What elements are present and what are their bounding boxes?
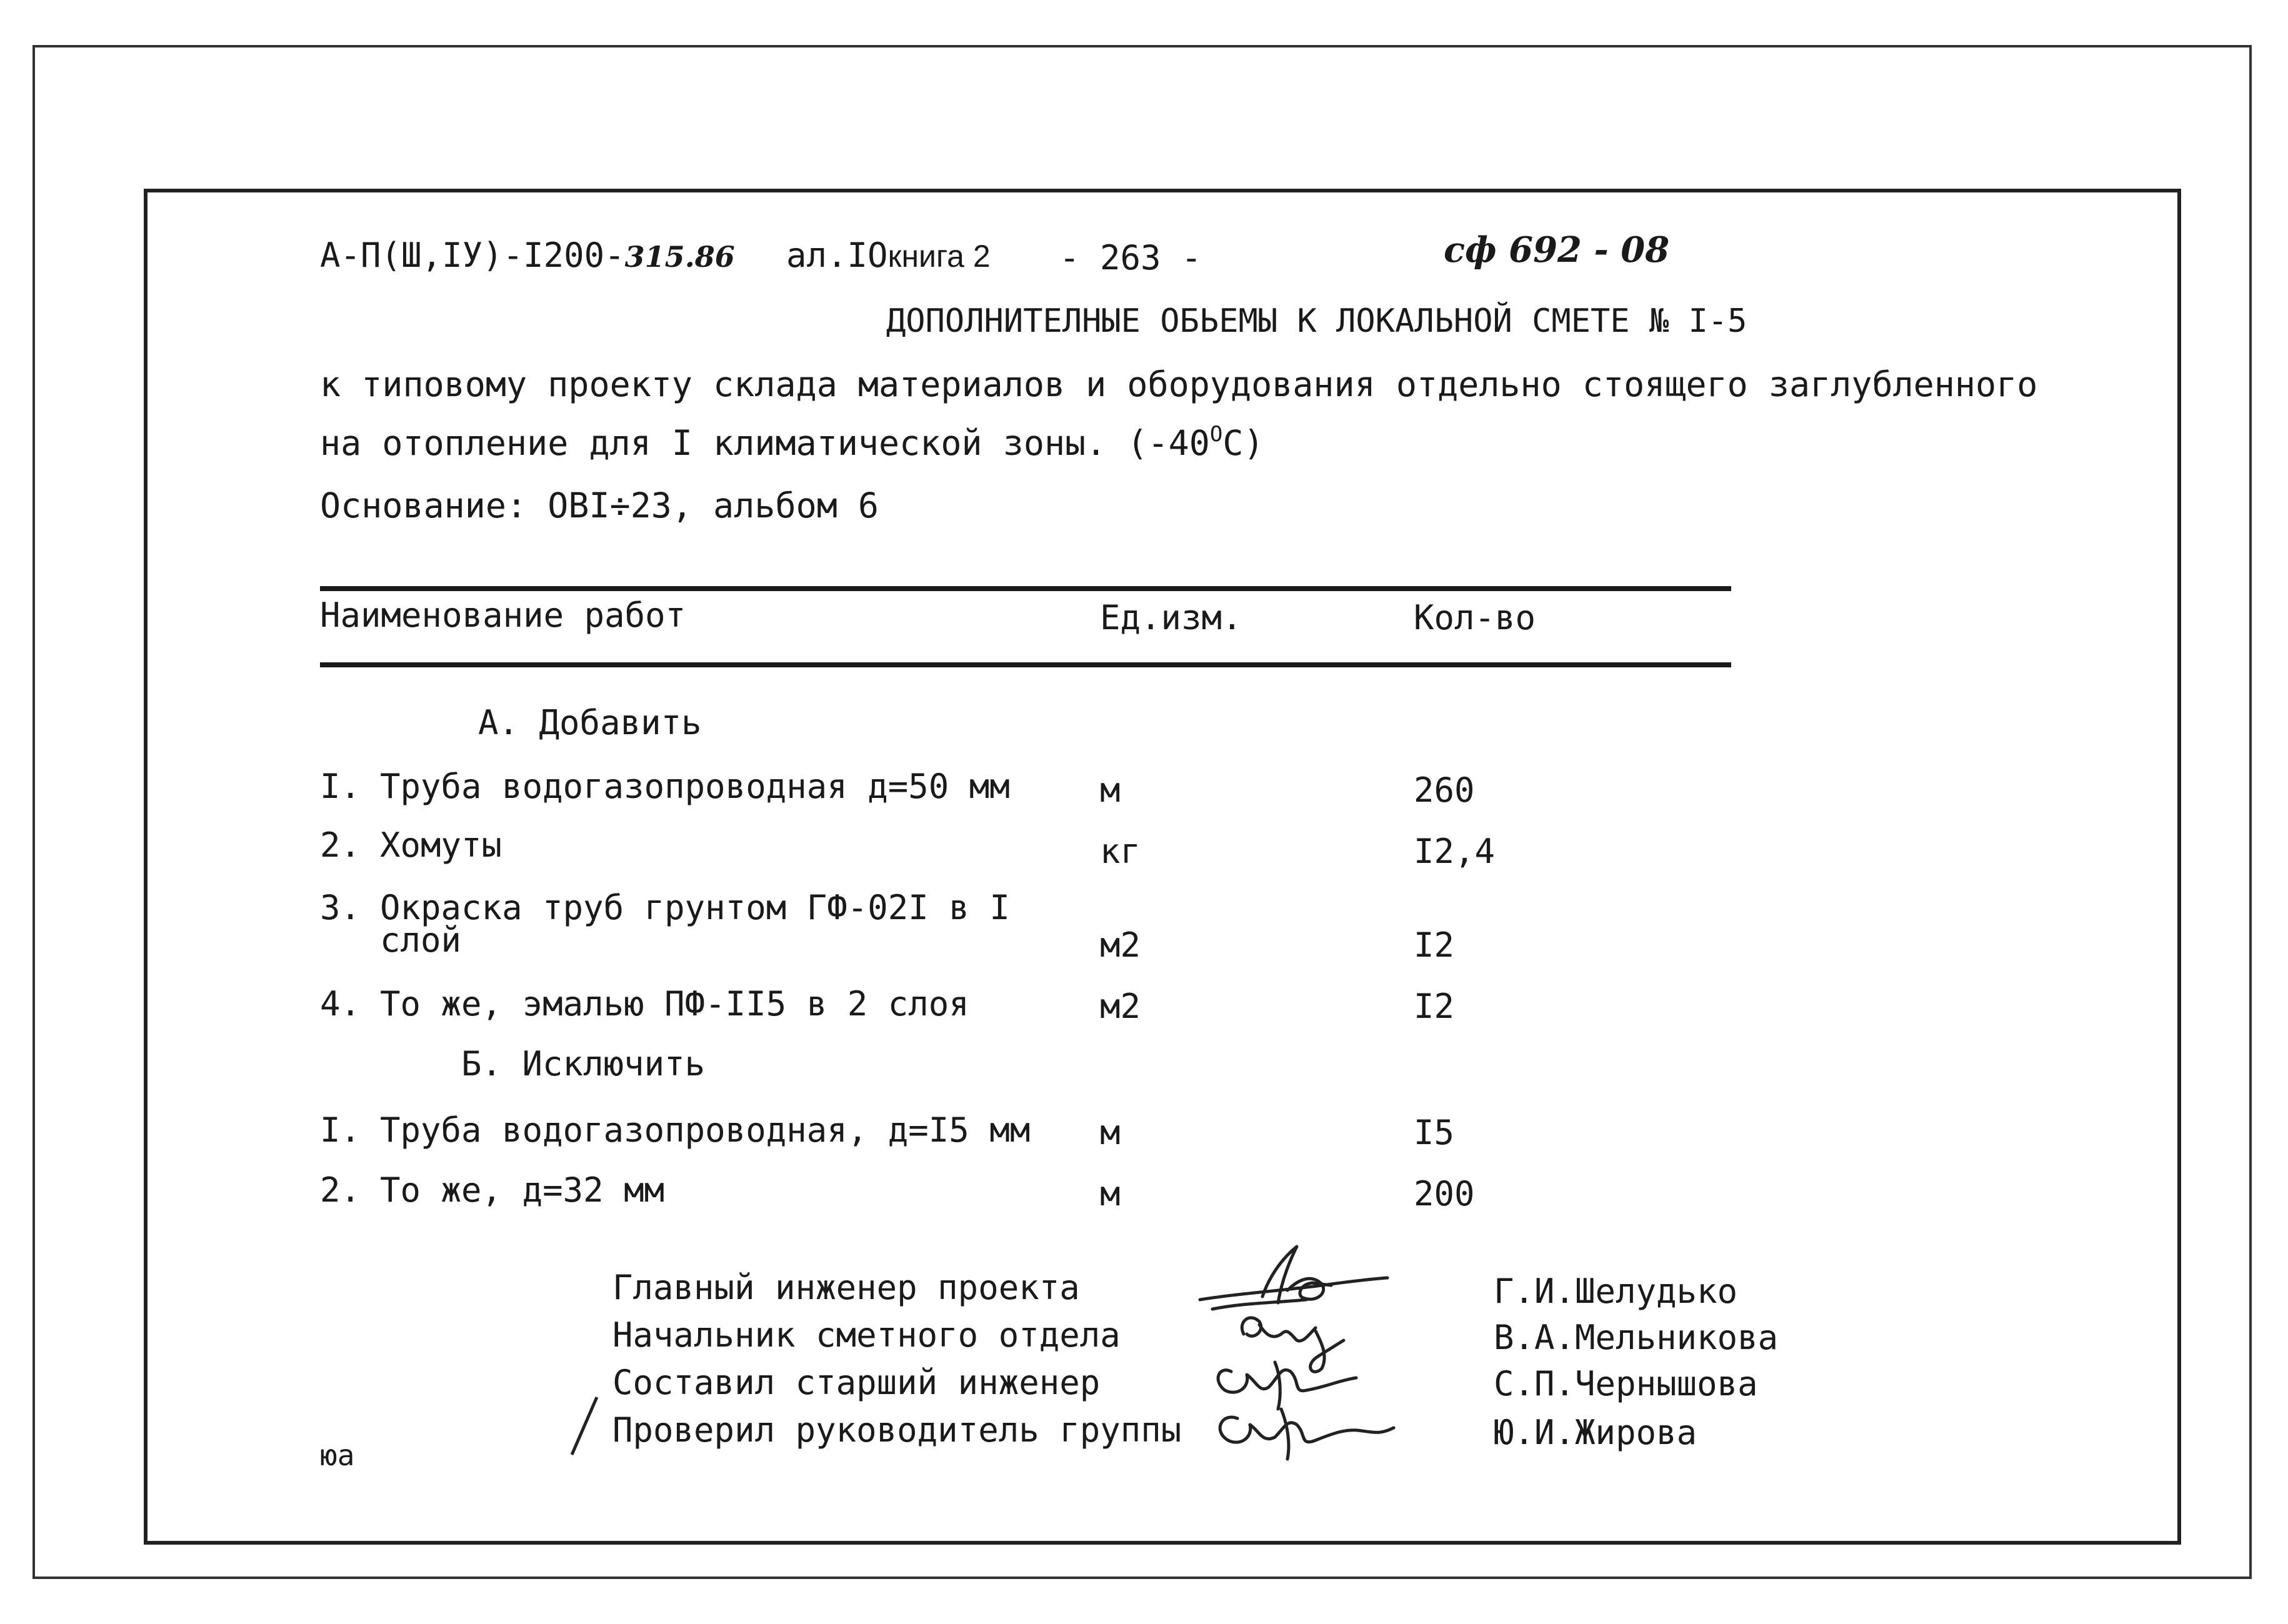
table-row-num: 2.	[320, 825, 361, 865]
table-row-unit: м	[1100, 1174, 1121, 1213]
footer-mark: юа	[320, 1438, 355, 1472]
table-row-num: 2.	[320, 1170, 361, 1210]
header-album-text: ал.IО	[786, 236, 888, 275]
header-album	[786, 236, 991, 275]
signature-stroke	[1242, 1318, 1316, 1341]
signature-stroke	[1218, 1370, 1356, 1392]
table-row-unit: м	[1100, 770, 1121, 810]
section-title-add: А. Добавить	[478, 703, 702, 742]
handwritten-signatures	[1187, 1240, 1456, 1465]
signature-stroke	[1200, 1278, 1387, 1300]
document-subtitle-1: к типовому проекту склада материалов и оборудования отдельно стоящего заглубленного	[320, 364, 2038, 404]
signature-role: Начальник сметного отдела	[612, 1315, 1121, 1355]
signature-name: Г.И.Шелудько	[1494, 1272, 1738, 1311]
signature-name: С.П.Чернышова	[1494, 1364, 1758, 1403]
degree-symbol: О	[1209, 422, 1223, 447]
table-row-name: Окраска труб грунтом ГФ-02I в I	[380, 888, 1010, 927]
column-header-name: Наименование работ	[320, 595, 686, 635]
table-row-qty: 200	[1414, 1174, 1475, 1213]
subtitle-2-unit: С)	[1222, 423, 1264, 463]
signature-name: Ю.И.Жирова	[1494, 1413, 1697, 1452]
table-row-unit: м2	[1100, 925, 1141, 965]
column-header-unit: Ед.изм.	[1100, 598, 1242, 637]
table-row-qty: I2,4	[1414, 832, 1496, 871]
signature-stroke	[1311, 1331, 1344, 1372]
table-top-rule	[320, 586, 1731, 591]
signature-role: Проверил руководитель группы	[612, 1410, 1182, 1450]
header-code-text: А-П(Ш,IУ)-I200-	[320, 236, 625, 275]
signature-stroke	[1212, 1300, 1306, 1309]
handwritten-stamp: сф 692 - 08	[1444, 229, 1670, 271]
document-subtitle-2	[320, 424, 1264, 461]
table-row-name: То же, д=32 мм	[380, 1170, 665, 1210]
table-row-num: 4.	[320, 984, 361, 1024]
table-row-num: 3.	[320, 888, 361, 927]
signature-stroke	[1262, 1247, 1297, 1303]
table-row-unit: м	[1100, 1113, 1121, 1152]
header-code-handwritten: 315.86	[624, 240, 735, 274]
table-row-qty: I5	[1414, 1113, 1455, 1152]
table-row-qty: I2	[1414, 925, 1455, 965]
basis-line: Основание: ОВI÷23, альбом 6	[320, 486, 879, 526]
table-row-num: I.	[320, 767, 361, 806]
table-row-unit: м2	[1100, 987, 1141, 1026]
signature-role: Главный инженер проекта	[612, 1268, 1080, 1307]
document-title: ДОПОЛНИТЕЛНЫЕ ОБЬЕМЫ К ЛОКАЛЬНОЙ СМЕТЕ № I-5	[886, 302, 1747, 340]
signature-stroke	[1281, 1409, 1289, 1459]
table-row-name: Труба водогазопроводная, д=I5 мм	[380, 1110, 1031, 1150]
table-row-name: Труба водогазопроводная д=50 мм	[380, 767, 1010, 806]
table-row-name: Хомуты	[380, 825, 502, 865]
table-row-name-continued: слой	[380, 920, 462, 960]
signature-role: Составил старший инженер	[612, 1363, 1101, 1402]
table-row-num: I.	[320, 1110, 361, 1150]
table-row-qty: 260	[1414, 770, 1475, 810]
header-code	[320, 236, 735, 275]
signature-stroke	[1220, 1417, 1394, 1442]
table-row-qty: I2	[1414, 987, 1455, 1026]
signature-stroke	[1275, 1362, 1280, 1409]
table-row-name: То же, эмалью ПФ-II5 в 2 слоя	[380, 984, 969, 1024]
header-book: книга 2	[887, 239, 991, 274]
signature-name: В.А.Мельникова	[1494, 1318, 1779, 1357]
subtitle-2-text: на отопление для I климатической зоны. (-40	[320, 423, 1210, 463]
column-header-qty: Кол-во	[1414, 598, 1536, 637]
slash-mark	[566, 1392, 603, 1461]
table-row-unit: кг	[1100, 832, 1141, 871]
page-number: - 263 -	[1059, 238, 1202, 277]
section-title-exclude: Б. Исключить	[461, 1044, 706, 1083]
table-header-rule	[320, 662, 1731, 667]
